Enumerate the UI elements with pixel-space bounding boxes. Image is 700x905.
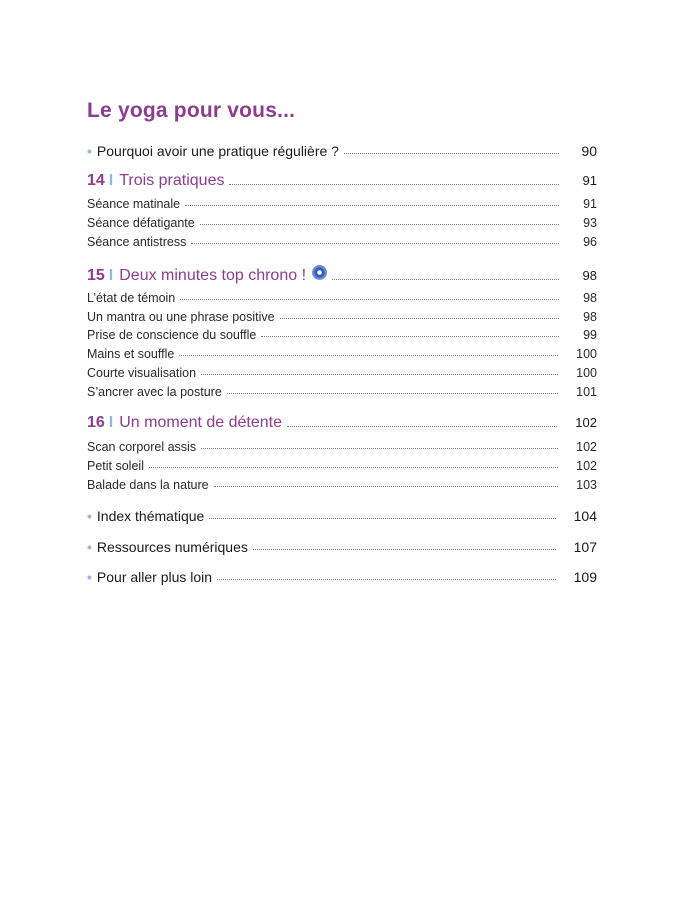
toc-entry-page: 101: [576, 385, 597, 399]
toc-entry-main[interactable]: [87, 569, 597, 585]
toc-entry-sub[interactable]: [87, 291, 597, 305]
chapter-title: Un moment de détente: [119, 414, 283, 431]
chapter-number: 16: [87, 414, 105, 431]
toc-entry-label: L’état de témoin: [87, 291, 176, 305]
toc-entry-page: 99: [583, 328, 597, 342]
toc-entry-page: 90: [581, 143, 597, 159]
toc-entry-label: S’ancrer avec la posture: [87, 385, 222, 399]
toc-entry-label: Index thématique: [96, 508, 205, 524]
toc-entry-label: Scan corporel assis: [87, 440, 197, 454]
leader-dots: [180, 298, 559, 300]
chapter-title: Trois pratiques: [119, 172, 225, 189]
toc-entry-page: 100: [576, 366, 597, 380]
leader-dots: [227, 392, 558, 394]
toc-entry-sub[interactable]: [87, 440, 597, 454]
chapter-separator: I: [108, 267, 114, 284]
toc-entry-sub[interactable]: [87, 216, 597, 230]
leader-dots: [253, 548, 556, 550]
toc-entry-page: 102: [575, 415, 597, 430]
bullet-icon: •: [87, 143, 92, 159]
toc-entry-sub[interactable]: [87, 459, 597, 473]
leader-dots: [209, 517, 555, 519]
leader-dots: [200, 223, 559, 225]
leader-dots: [179, 354, 558, 356]
toc-entry-label: Ressources numériques: [96, 539, 248, 555]
toc-entry-label: Un mantra ou une phrase positive: [87, 310, 275, 324]
bullet-icon: •: [87, 539, 92, 555]
toc-entry-page: 91: [582, 173, 597, 188]
toc-entry-page: 98: [583, 291, 597, 305]
toc-entry-page: 93: [583, 216, 597, 230]
leader-dots: [261, 335, 559, 337]
leader-dots: [201, 373, 558, 375]
toc-entry-sub[interactable]: [87, 328, 597, 342]
toc-entry-page: 102: [576, 440, 597, 454]
toc-entry-sub[interactable]: [87, 197, 597, 211]
toc-entry-page: 107: [573, 539, 597, 555]
toc-entry-page: 109: [573, 569, 597, 585]
page-title: Le yoga pour vous...: [87, 99, 296, 122]
toc-entry-label: Prise de conscience du souffle: [87, 328, 257, 342]
toc-entry-page: 104: [573, 508, 597, 524]
chapter-number: 14: [87, 172, 105, 189]
toc-entry-main[interactable]: [87, 143, 597, 159]
toc-entry-label: Pour aller plus loin: [96, 569, 213, 585]
toc-chapter-16[interactable]: [87, 414, 597, 432]
leader-dots: [229, 183, 559, 185]
leader-dots: [287, 425, 557, 427]
leader-dots: [201, 447, 558, 449]
toc-entry-sub[interactable]: [87, 310, 597, 324]
leader-dots: [344, 152, 559, 154]
toc-entry-page: 91: [583, 197, 597, 211]
toc-entry-page: 98: [583, 310, 597, 324]
toc-entry-label: Petit soleil: [87, 459, 144, 473]
toc-entry-sub[interactable]: [87, 385, 597, 399]
toc-entry-label: Séance matinale: [87, 197, 181, 211]
toc-entry-main[interactable]: [87, 508, 597, 524]
cd-disc-icon: [312, 265, 327, 280]
toc-entry-label: Pourquoi avoir une pratique régulière ?: [96, 143, 339, 159]
toc-entry-sub[interactable]: [87, 347, 597, 361]
chapter-separator: I: [108, 414, 114, 431]
toc-entry-main[interactable]: [87, 539, 597, 555]
leader-dots: [191, 242, 559, 244]
toc-chapter-14[interactable]: [87, 172, 597, 190]
bullet-icon: •: [87, 569, 92, 585]
toc-entry-sub[interactable]: [87, 478, 597, 492]
toc-entry-sub[interactable]: [87, 235, 597, 249]
toc-entry-page: 100: [576, 347, 597, 361]
leader-dots: [214, 485, 559, 487]
chapter-number: 15: [87, 267, 105, 284]
toc-entry-page: 102: [576, 459, 597, 473]
leader-dots: [332, 278, 559, 280]
bullet-icon: •: [87, 508, 92, 524]
toc-entry-label: Courte visualisation: [87, 366, 197, 380]
toc-entry-label: Séance antistress: [87, 235, 187, 249]
leader-dots: [185, 204, 559, 206]
toc-chapter-15[interactable]: [87, 265, 597, 285]
toc-entry-page: 98: [582, 268, 597, 283]
toc-entry-page: 103: [576, 478, 597, 492]
toc-entry-label: Balade dans la nature: [87, 478, 209, 492]
toc-entry-sub[interactable]: [87, 366, 597, 380]
leader-dots: [280, 317, 559, 319]
toc-entry-label: Mains et souffle: [87, 347, 175, 361]
leader-dots: [217, 578, 556, 580]
toc-entry-page: 96: [583, 235, 597, 249]
chapter-separator: I: [108, 172, 114, 189]
toc-entry-label: Séance défatigante: [87, 216, 195, 230]
leader-dots: [149, 466, 558, 468]
chapter-title: Deux minutes top chrono !: [119, 267, 307, 284]
